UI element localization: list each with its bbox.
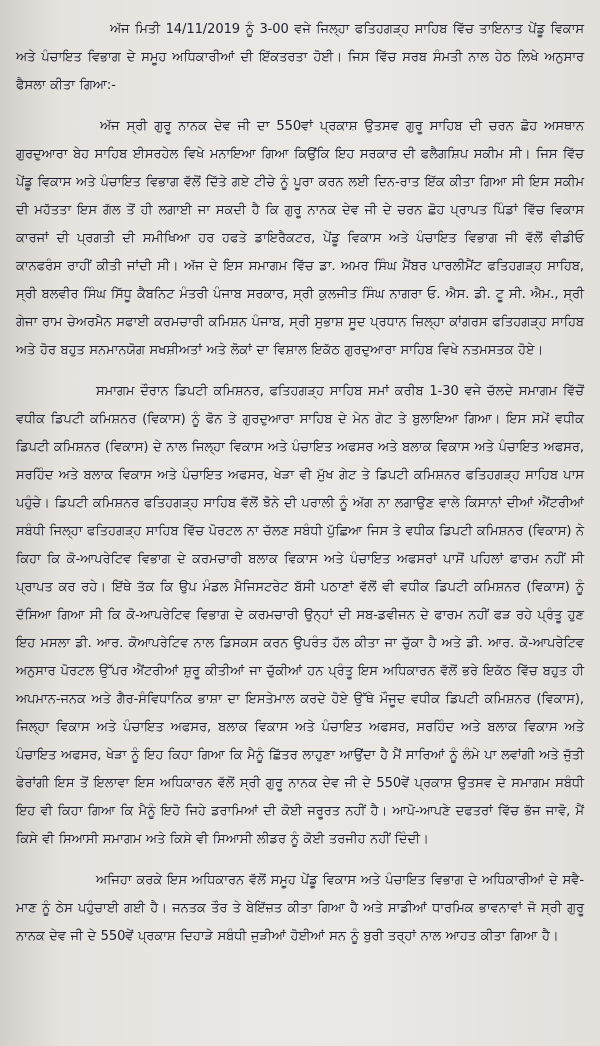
paragraph-text: ਅੱਜ ਸ੍ਰੀ ਗੁਰੂ ਨਾਨਕ ਦੇਵ ਜੀ ਦਾ 550ਵਾਂ ਪ੍ਰਕਾਸ਼ ਉਤਸਵ ਗੁਰੂ ਸਾਹਿਬ ਦੀ ਚਰਨ ਛੋਹ ਅਸਥਾਨ ਗੁਰਦੁਆਰਾ ਬੇਹ ਸਾਹਿਬ ਈਸਰਹੇਲ ਵਿਖੇ ਮਨਾਇਆ ਗਿਆ ਕਿਉਂਕਿ ਇਹ ਸਰਕਾਰ ਦੀ ਫਲੈਗਸ਼ਿਪ ਸਕੀਮ ਸੀ। ਜਿਸ ਵਿੱਚ ਪੇਂਡੂ ਵਿਕਾਸ ਅਤੇ ਪੰਚਾਇਤ ਵਿਭਾਗ ਵੱਲੋਂ ਦਿੱਤੇ ਗਏ ਟੀਚੇ ਨੂੰ ਪੂਰਾ ਕਰਨ ਲਈ ਦਿਨ-ਰਾਤ ਇੱਕ ਕੀਤਾ ਗਿਆ ਸੀ ਇਸ ਸਕੀਮ ਦੀ ਮਹੱਤਤਾ ਇਸ ਗੱਲ ਤੋਂ ਹੀ ਲਗਾਈ ਜਾ ਸਕਦੀ ਹੈ ਕਿ ਗੁਰੂ ਨਾਨਕ ਦੇਵ ਜੀ ਦੇ ਚਰਨ ਛੋਹ ਪ੍ਰਾਪਤ ਪਿੰਡਾਂ ਵਿੱਚ ਵਿਕਾਸ ਕਾਰਜਾਂ ਦੀ ਪ੍ਰਗਤੀ ਦੀ ਸਮੀਖਿਆ ਹਰ ਹਫਤੇ ਡਾਇਰੈਕਟਰ, ਪੇਂਡੂ ਵਿਕਾਸ ਅਤੇ ਪੰਚਾਇਤ ਵਿਭਾਗ ਜੀ ਵੱਲੋਂ ਵੀਡੀਓ ਕਾਨਫਰੰਸ ਰਾਹੀਂ ਕੀਤੀ ਜਾਂਦੀ ਸੀ। ਅੱਜ ਦੇ ਇਸ ਸਮਾਗਮ ਵਿੱਚ ਡਾ. ਅਮਰ ਸਿੰਘ ਮੈਂਬਰ ਪਾਰਲੀਮੈਂਟ ਫਤਿਹਗੜ੍ਹ ਸਾਹਿਬ, ਸ੍ਰੀ ਬਲਵੀਰ ਸਿੰਘ ਸਿੱਧੂ ਕੈਬਨਿਟ ਮੰਤਰੀ ਪੰਜਾਬ ਸਰਕਾਰ, ਸ੍ਰੀ ਕੁਲਜੀਤ ਸਿੰਘ ਨਾਗਰਾ ਓ. ਐਸ. ਡੀ. ਟੂ ਸੀ. ਐਮ., ਸ੍ਰੀ ਗੇਜਾ ਰਾਮ ਚੇਅਰਮੈਨ ਸਫਾਈ ਕਰਮਚਾਰੀ ਕਮਿਸ਼ਨ ਪੰਜਾਬ, ਸ੍ਰੀ ਸੁਭਾਸ਼ ਸੂਦ ਪ੍ਰਧਾਨ ਜ਼ਿਲ੍ਹਾ ਕਾਂਗਰਸ ਫਤਿਹਗੜ੍ਹ ਸਾਹਿਬ ਅਤੇ ਹੋਰ ਬਹੁਤ ਸਨਮਾਨਯੋਗ ਸਖਸ਼ੀਅਤਾਂ ਅਤੇ ਲੋਕਾਂ ਦਾ ਵਿਸ਼ਾਲ ਇਕੱਠ ਗੁਰਦੁਆਰਾ ਸਾਹਿਬ ਵਿਖੇ ਨਤਮਸਤਕ ਹੋਏ। [16,119,584,358]
paragraph-text: ਅਜਿਹਾ ਕਰਕੇ ਇਸ ਅਧਿਕਾਰਨ ਵੱਲੋਂ ਸਮੂਹ ਪੇਂਡੂ ਵਿਕਾਸ ਅਤੇ ਪੰਚਾਇਤ ਵਿਭਾਗ ਦੇ ਅਧਿਕਾਰੀਆਂ ਦੇ ਸਵੈ-ਮਾਣ ਨੂੰ ਠੇਸ ਪਹੁੰਚਾਈ ਗਈ ਹੈ। ਜਨਤਕ ਤੌਰ ਤੇ ਬੇਇੱਜ਼ਤ ਕੀਤਾ ਗਿਆ ਹੈ ਅਤੇ ਸਾਡੀਆਂ ਧਾਰਮਿਕ ਭਾਵਨਾਵਾਂ ਜੋ ਸ੍ਰੀ ਗੁਰੂ ਨਾਨਕ ਦੇਵ ਜੀ ਦੇ 550ਵੇਂ ਪ੍ਰਕਾਸ਼ ਦਿਹਾੜੇ ਸਬੰਧੀ ਜੁੜੀਆਂ ਹੋਈਆਂ ਸਨ ਨੂੰ ਬੁਰੀ ਤਰ੍ਹਾਂ ਨਾਲ ਆਹਤ ਕੀਤਾ ਗਿਆ ਹੈ। [16,873,584,944]
paragraph-text: ਸਮਾਗਮ ਦੌਰਾਨ ਡਿਪਟੀ ਕਮਿਸ਼ਨਰ, ਫਤਿਹਗੜ੍ਹ ਸਾਹਿਬ ਸਮਾਂ ਕਰੀਬ 1-30 ਵਜੇ ਚੱਲਦੇ ਸਮਾਗਮ ਵਿੱਚੋਂ ਵਧੀਕ ਡਿਪਟੀ ਕਮਿਸ਼ਨਰ (ਵਿਕਾਸ) ਨੂੰ ਫੋਨ ਤੇ ਗੁਰਦੁਆਰਾ ਸਾਹਿਬ ਦੇ ਮੇਨ ਗੇਟ ਤੇ ਬੁਲਾਇਆ ਗਿਆ। ਇਸ ਸਮੇਂ ਵਧੀਕ ਡਿਪਟੀ ਕਮਿਸ਼ਨਰ (ਵਿਕਾਸ) ਦੇ ਨਾਲ ਜਿਲ੍ਹਾ ਵਿਕਾਸ ਅਤੇ ਪੰਚਾਇਤ ਅਫਸਰ ਅਤੇ ਬਲਾਕ ਵਿਕਾਸ ਅਤੇ ਪੰਚਾਇਤ ਅਫਸਰ, ਸਰਹਿੰਦ ਅਤੇ ਬਲਾਕ ਵਿਕਾਸ ਅਤੇ ਪੰਚਾਇਤ ਅਫਸਰ, ਖੇੜਾ ਵੀ ਮੁੱਖ ਗੇਟ ਤੇ ਡਿਪਟੀ ਕਮਿਸ਼ਨਰ ਫਤਿਹਗੜ੍ਹ ਸਾਹਿਬ ਪਾਸ ਪਹੁੰਚੇ। ਡਿਪਟੀ ਕਮਿਸ਼ਨਰ ਫਤਿਹਗੜ੍ਹ ਸਾਹਿਬ ਵੱਲੋਂ ਝੋਨੇ ਦੀ ਪਰਾਲੀ ਨੂੰ ਅੱਗ ਨਾ ਲਗਾਉਣ ਵਾਲੇ ਕਿਸਾਨਾਂ ਦੀਆਂ ਐਂਟਰੀਆਂ ਸਬੰਧੀ ਜਿਲ੍ਹਾ ਫਤਿਹਗੜ੍ਹ ਸਾਹਿਬ ਵਿੱਚ ਪੋਰਟਲ ਨਾ ਚੱਲਣ ਸਬੰਧੀ ਪੁੱਛਿਆ ਜਿਸ ਤੇ ਵਧੀਕ ਡਿਪਟੀ ਕਮਿਸ਼ਨਰ (ਵਿਕਾਸ) ਨੇ ਕਿਹਾ ਕਿ ਕੋ-ਆਪਰੇਟਿਵ ਵਿਭਾਗ ਦੇ ਕਰਮਚਾਰੀ ਬਲਾਕ ਵਿਕਾਸ ਅਤੇ ਪੰਚਾਇਤ ਅਫਸਰਾਂ ਪਾਸੋਂ ਪਹਿਲਾਂ ਫਾਰਮ ਨਹੀਂ ਸੀ ਪ੍ਰਾਪਤ ਕਰ ਰਹੇ। ਇੱਥੇ ਤੱਕ ਕਿ ਉਪ ਮੰਡਲ ਮੈਜਿਸਟਰੇਟ ਬੱਸੀ ਪਠਾਣਾਂ ਵੱਲੋਂ ਵੀ ਵਧੀਕ ਡਿਪਟੀ ਕਮਿਸ਼ਨਰ (ਵਿਕਾਸ) ਨੂੰ ਦੱਸਿਆ ਗਿਆ ਸੀ ਕਿ ਕੋ-ਆਪਰੇਟਿਵ ਵਿਭਾਗ ਦੇ ਕਰਮਚਾਰੀ ਉਨ੍ਹਾਂ ਦੀ ਸਬ-ਡਵੀਜਨ ਦੇ ਫਾਰਮ ਨਹੀਂ ਫੜ ਰਹੇ ਪ੍ਰੰਤੂ ਹੁਣ ਇਹ ਮਸਲਾ ਡੀ. ਆਰ. ਕੋਆਪਰੇਟਿਵ ਨਾਲ ਡਿਸਕਸ ਕਰਨ ਉਪਰੰਤ ਹੱਲ ਕੀਤਾ ਜਾ ਚੁੱਕਾ ਹੈ ਅਤੇ ਡੀ. ਆਰ. ਕੋ-ਆਪਰੇਟਿਵ ਅਨੁਸਾਰ ਪੋਰਟਲ ਉੱਪਰ ਐਂਟਰੀਆਂ ਸ਼ੁਰੂ ਕੀਤੀਆਂ ਜਾ ਚੁੱਕੀਆਂ ਹਨ ਪ੍ਰੰਤੂ ਇਸ ਅਧਿਕਾਰਨ ਵੱਲੋਂ ਭਰੇ ਇਕੱਠ ਵਿੱਚ ਬਹੁਤ ਹੀ ਅਪਮਾਨ-ਜਨਕ ਅਤੇ ਗੈਰ-ਸੰਵਿਧਾਨਿਕ ਭਾਸ਼ਾ ਦਾ ਇਸਤੇਮਾਲ ਕਰਦੇ ਹੋਏ ਉੱਥੇ ਮੌਜੂਦ ਵਧੀਕ ਡਿਪਟੀ ਕਮਿਸ਼ਨਰ (ਵਿਕਾਸ), ਜਿਲ੍ਹਾ ਵਿਕਾਸ ਅਤੇ ਪੰਚਾਇਤ ਅਫਸਰ, ਬਲਾਕ ਵਿਕਾਸ ਅਤੇ ਪੰਚਾਇਤ ਅਫਸਰ, ਸਰਹਿੰਦ ਅਤੇ ਬਲਾਕ ਵਿਕਾਸ ਅਤੇ ਪੰਚਾਇਤ ਅਫਸਰ, ਖੇੜਾ ਨੂੰ ਇਹ ਕਿਹਾ ਗਿਆ ਕਿ ਮੈਨੂੰ ਛਿੱਤਰ ਲਾਹੁਣਾ ਆਉਂਦਾ ਹੈ ਮੈਂ ਸਾਰਿਆਂ ਨੂੰ ਲੰਮੇ ਪਾ ਲਵਾਂਗੀ ਅਤੇ ਜੁੱਤੀ ਫੇਰਾਂਗੀ ਇਸ ਤੋਂ ਇਲਾਵਾ ਇਸ ਅਧਿਕਾਰਨ ਵੱਲੋਂ ਸ੍ਰੀ ਗੁਰੂ ਨਾਨਕ ਦੇਵ ਜੀ ਦੇ 550ਵੇਂ ਪ੍ਰਕਾਸ਼ ਉਤਸਵ ਦੇ ਸਮਾਗਮ ਸਬੰਧੀ ਇਹ ਵੀ ਕਿਹਾ ਗਿਆ ਕਿ ਮੈਨੂੰ ਇਹੋ ਜਿਹੇ ਡਰਾਮਿਆਂ ਦੀ ਕੋਈ ਜਰੂਰਤ ਨਹੀਂ ਹੈ। ਆਪੋ-ਆਪਣੇ ਦਫਤਰਾਂ ਵਿੱਚ ਭੱਜ ਜਾਵੋ, ਮੈਂ ਕਿਸੇ ਵੀ ਸਿਆਸੀ ਸਮਾਗਮ ਅਤੇ ਕਿਸੇ ਵੀ ਸਿਆਸੀ ਲੀਡਰ ਨੂੰ ਕੋਈ ਤਰਜੀਹ ਨਹੀਂ ਦਿੰਦੀ। [16,384,584,847]
paragraph-incident-account [16,378,584,854]
paragraph-text: ਅੱਜ ਮਿਤੀ 14/11/2019 ਨੂੰ 3-00 ਵਜੇ ਜਿਲ੍ਹਾ ਫਤਿਹਗੜ੍ਹ ਸਾਹਿਬ ਵਿੱਚ ਤਾਇਨਾਤ ਪੇਂਡੂ ਵਿਕਾਸ ਅਤੇ ਪੰਚਾਇਤ ਵਿਭਾਗ ਦੇ ਸਮੂਹ ਅਧਿਕਾਰੀਆਂ ਦੀ ਇੱਕਤਰਤਾ ਹੋਈ। ਜਿਸ ਵਿੱਚ ਸਰਬ ਸੰਮਤੀ ਨਾਲ ਹੇਠ ਲਿਖੇ ਅਨੁਸਾਰ ਫੈਸਲਾ ਕੀਤਾ ਗਿਆ:- [16,22,584,93]
paragraph-event-description [16,113,584,365]
paragraph-conclusion [16,867,584,951]
paragraph-meeting-intro [16,16,584,100]
